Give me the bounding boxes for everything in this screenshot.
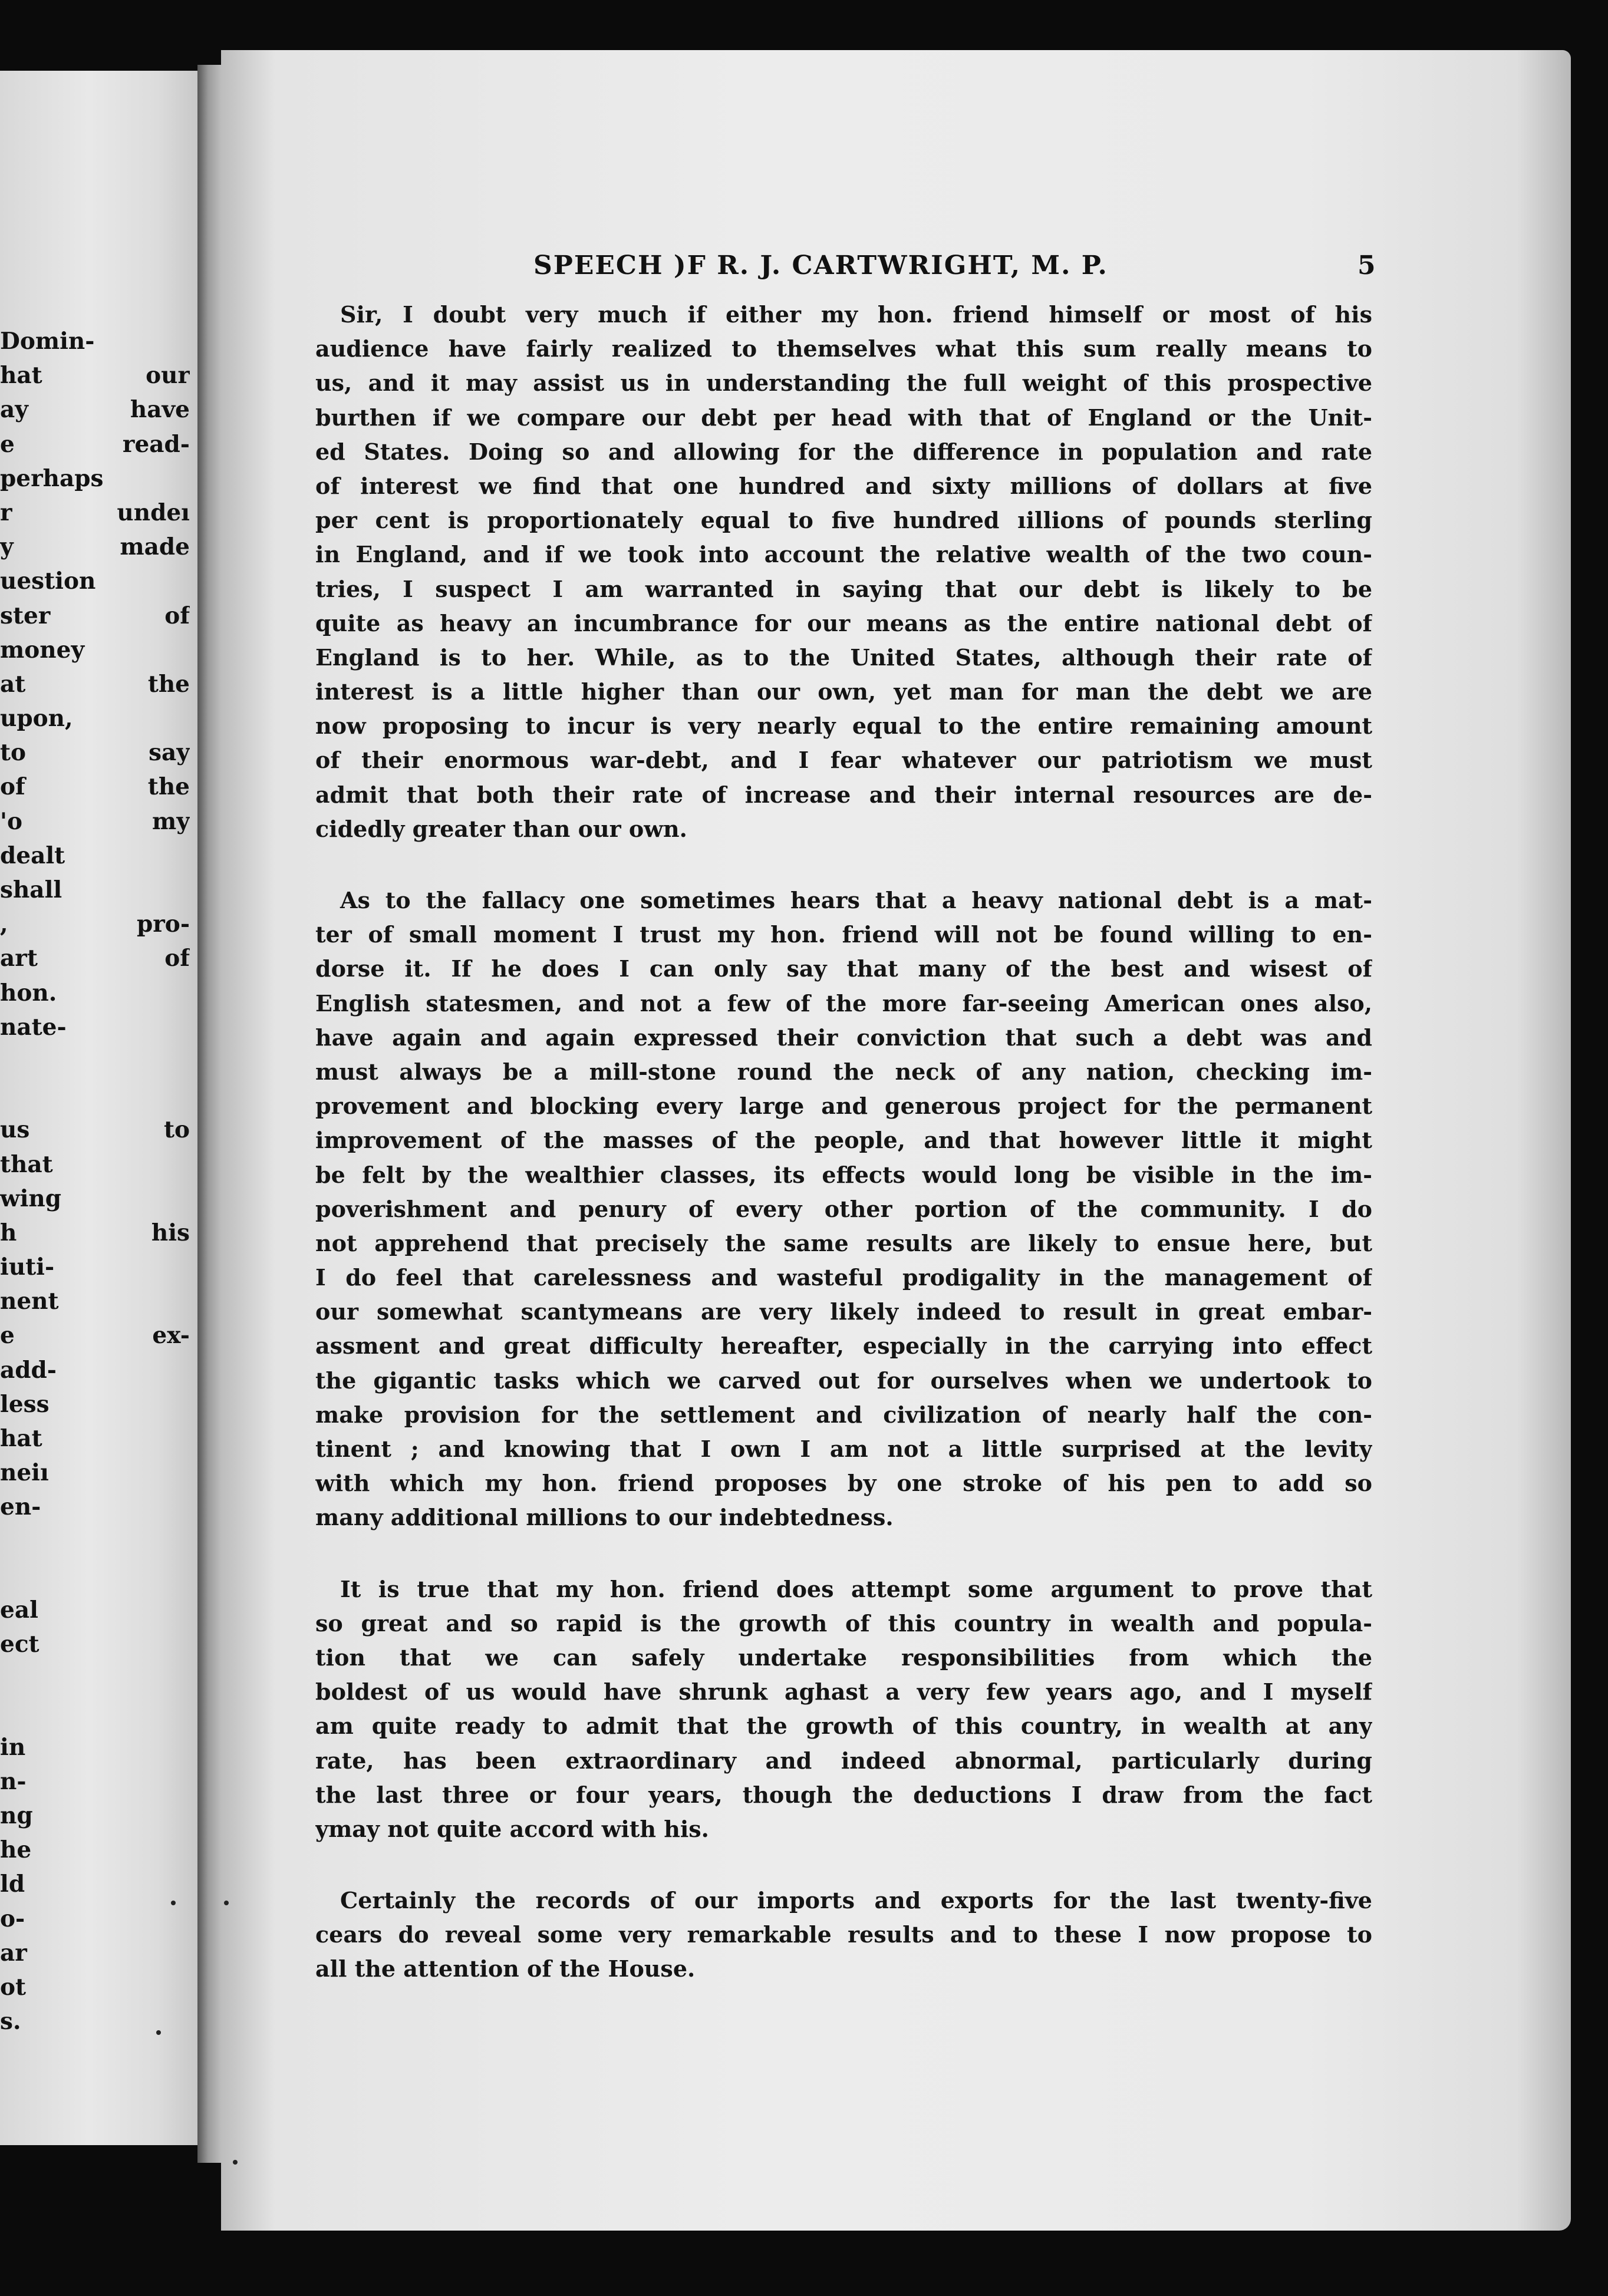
left-page-line: uestion: [0, 568, 96, 595]
paragraph-3: [315, 1572, 1372, 1847]
left-page-line: s.: [0, 2008, 21, 2036]
left-page-line: [0, 1525, 190, 1559]
text-line: am quite ready to admit that the growth of this country, in wealth at any: [315, 1713, 1372, 1740]
left-page-line: add-: [0, 1356, 57, 1384]
text-line: assment and great difficulty hereafter, especially in the carrying into effect: [315, 1332, 1372, 1360]
text-line: English statesmen, and not a few of the more far-seeing American ones also,: [315, 989, 1372, 1017]
left-page-line: hat our: [0, 362, 190, 390]
left-page-line: ar: [0, 1939, 27, 1967]
text-line: in England, and if we took into account the relative wealth of the two coun-: [315, 541, 1372, 568]
text-line: so great and so rapid is the growth of this country in wealth and popula-: [315, 1609, 1372, 1637]
text-line: make provision for the settlement and civilization of nearly half the con-: [315, 1401, 1372, 1428]
text-line: tion that we can safely undertake responsibilities from which the: [315, 1644, 1372, 1671]
left-page-line: e read-: [0, 430, 190, 458]
left-page-line: ng: [0, 1802, 33, 1830]
paragraph-4: [315, 1883, 1372, 1987]
left-page-line: shall: [0, 876, 62, 903]
left-page-line: , pro-: [0, 911, 190, 938]
text-line: poverishment and penury of every other portion of the community. I do: [315, 1195, 1372, 1222]
text-line: England is to her. While, as to the United States, although their rate of: [315, 644, 1372, 671]
left-page-line: us to: [0, 1116, 190, 1144]
text-line: not apprehend that precisely the same results are likely to ensue here, but: [315, 1229, 1372, 1256]
text-line: us, and it may assist us in understanding the full weight of this prospective: [315, 370, 1372, 397]
left-page-line: r undeı: [0, 499, 190, 526]
left-page-line: iuti-: [0, 1253, 55, 1281]
left-page-line: ect: [0, 1631, 39, 1658]
text-line: cears do reveal some very remarkable results and to these I now propose to: [315, 1921, 1372, 1948]
text-line: of interest we find that one hundred and sixty millions of dollars at five: [315, 472, 1372, 499]
text-line: many additional millions to our indebtedness.: [315, 1504, 894, 1531]
text-line: cidedly greater than our own.: [315, 815, 687, 842]
left-page-text: [0, 324, 190, 2038]
text-line: of their enormous war-debt, and I fear whatever our patriotism we must: [315, 747, 1372, 774]
text-line: interest is a little higher than our own, yet man for man the debt we are: [315, 678, 1372, 705]
left-page-line: that: [0, 1150, 53, 1178]
left-page-line: upon,: [0, 705, 73, 733]
text-line: ed States. Doing so and allowing for the difference in population and rate: [315, 438, 1372, 465]
left-page-line: e ex-: [0, 1322, 190, 1350]
left-page-line: h his: [0, 1219, 190, 1246]
left-page-fragment: [0, 71, 197, 2145]
left-page-line: 'o my: [0, 807, 190, 835]
text-line: tries, I suspect I am warranted in saying that our debt is likely to be: [315, 575, 1372, 602]
left-page-line: [0, 1661, 190, 1695]
left-page-line: art of: [0, 945, 190, 972]
text-line: tinent ; and knowing that I own I am not a little surprised at the levity: [315, 1436, 1372, 1462]
text-line: burthen if we compare our debt per head with that of England or the Unit-: [315, 404, 1372, 431]
text-line: all the attention of the House.: [315, 1955, 696, 1982]
left-page-line: eal: [0, 1596, 38, 1624]
text-line: boldest of us would have shrunk aghast a very few years ago, and I myself: [315, 1678, 1372, 1705]
left-page-line: hon.: [0, 979, 57, 1007]
left-page-line: to say: [0, 739, 190, 767]
left-page-line: o-: [0, 1905, 25, 1932]
text-line: per cent is proportionately equal to five hundred ıillions of pounds sterling: [315, 507, 1372, 534]
left-page-line: less: [0, 1390, 50, 1418]
scan-speck: [233, 2160, 238, 2165]
text-line: rate, has been extraordinary and indeed abnormal, particularly during: [315, 1747, 1372, 1774]
left-page-line: nate-: [0, 1013, 67, 1041]
text-line: now proposing to incur is very nearly equal to the entire remaining amount: [315, 712, 1372, 740]
text-line: improvement of the masses of the people, and that however little it might: [315, 1127, 1372, 1154]
left-page-line: in: [0, 1733, 26, 1761]
scan-speck: [224, 1901, 229, 1905]
text-line: ter of small moment I trust my hon. friend will not be found willing to en-: [315, 921, 1372, 948]
left-page-line: n-: [0, 1767, 27, 1795]
scan-speck: [171, 1901, 176, 1905]
left-page-line: neiı: [0, 1459, 49, 1487]
scan-speck: [156, 2030, 161, 2035]
left-page-line: Domin-: [0, 328, 95, 355]
left-page-line: [0, 1044, 190, 1078]
left-page-line: of the: [0, 773, 190, 801]
text-line: I do feel that carelessness and wasteful prodigality in the management of: [315, 1264, 1372, 1291]
left-page-line: perhaps: [0, 464, 104, 492]
left-page-line: ot: [0, 1974, 27, 2001]
left-page-line: wing: [0, 1185, 62, 1212]
text-line: Certainly the records of our imports and exports for the last twenty-five: [340, 1887, 1372, 1914]
left-page-line: dealt: [0, 842, 65, 869]
left-page-line: ster of: [0, 602, 190, 629]
left-page-line: y made: [0, 533, 190, 561]
text-line: provement and blocking every large and generous project for the permanent: [315, 1093, 1372, 1120]
left-page-line: hat: [0, 1425, 42, 1452]
text-line: admit that both their rate of increase and their internal resources are de-: [315, 781, 1372, 808]
text-line: the last three or four years, though the deductions I draw from the fact: [315, 1781, 1372, 1808]
text-line: have again and again expressed their conviction that such a debt was and: [315, 1024, 1372, 1051]
left-page-line: [0, 1559, 190, 1593]
text-line: be felt by the wealthier classes, its effects would long be visible in the im-: [315, 1161, 1372, 1188]
left-page-line: money: [0, 636, 85, 664]
left-page-line: nent: [0, 1288, 59, 1315]
left-page-line: ld: [0, 1871, 25, 1898]
left-page-line: he: [0, 1836, 32, 1864]
text-line: our somewhat scantymeans are very likely indeed to result in great embar-: [315, 1298, 1372, 1325]
running-header: SPEECH )F R. J. CARTWRIGHT, M. P.: [533, 250, 1108, 281]
text-line: audience have fairly realized to themselves what this sum really means to: [315, 335, 1372, 362]
paragraph-1: [315, 298, 1372, 846]
left-page-line: at the: [0, 670, 190, 698]
book-gutter: [197, 65, 221, 2163]
text-line: As to the fallacy one sometimes hears that a heavy national debt is a mat-: [340, 887, 1372, 913]
text-line: dorse it. If he does I can only say that many of the best and wisest of: [315, 955, 1372, 982]
left-page-line: ay have: [0, 396, 190, 424]
left-page-line: en-: [0, 1493, 41, 1521]
left-page-line: [0, 1078, 190, 1113]
paragraph-2: [315, 883, 1372, 1535]
left-page-line: [0, 1696, 190, 1730]
text-line: ymay not quite accord with his.: [315, 1815, 709, 1842]
page-number: 5: [1357, 250, 1376, 281]
text-line: with which my hon. friend proposes by one stroke of his pen to add so: [315, 1470, 1372, 1497]
text-line: Sir, I doubt very much if either my hon. friend himself or most of his: [340, 301, 1372, 328]
text-line: the gigantic tasks which we carved out for ourselves when we undertook to: [315, 1367, 1372, 1394]
text-line: must always be a mill-stone round the neck of any nation, checking im-: [315, 1058, 1372, 1085]
page-body: [315, 298, 1372, 2024]
text-line: quite as heavy an incumbrance for our means as the entire national debt of: [315, 609, 1372, 636]
text-line: It is true that my hon. friend does attempt some argument to prove that: [340, 1575, 1372, 1602]
